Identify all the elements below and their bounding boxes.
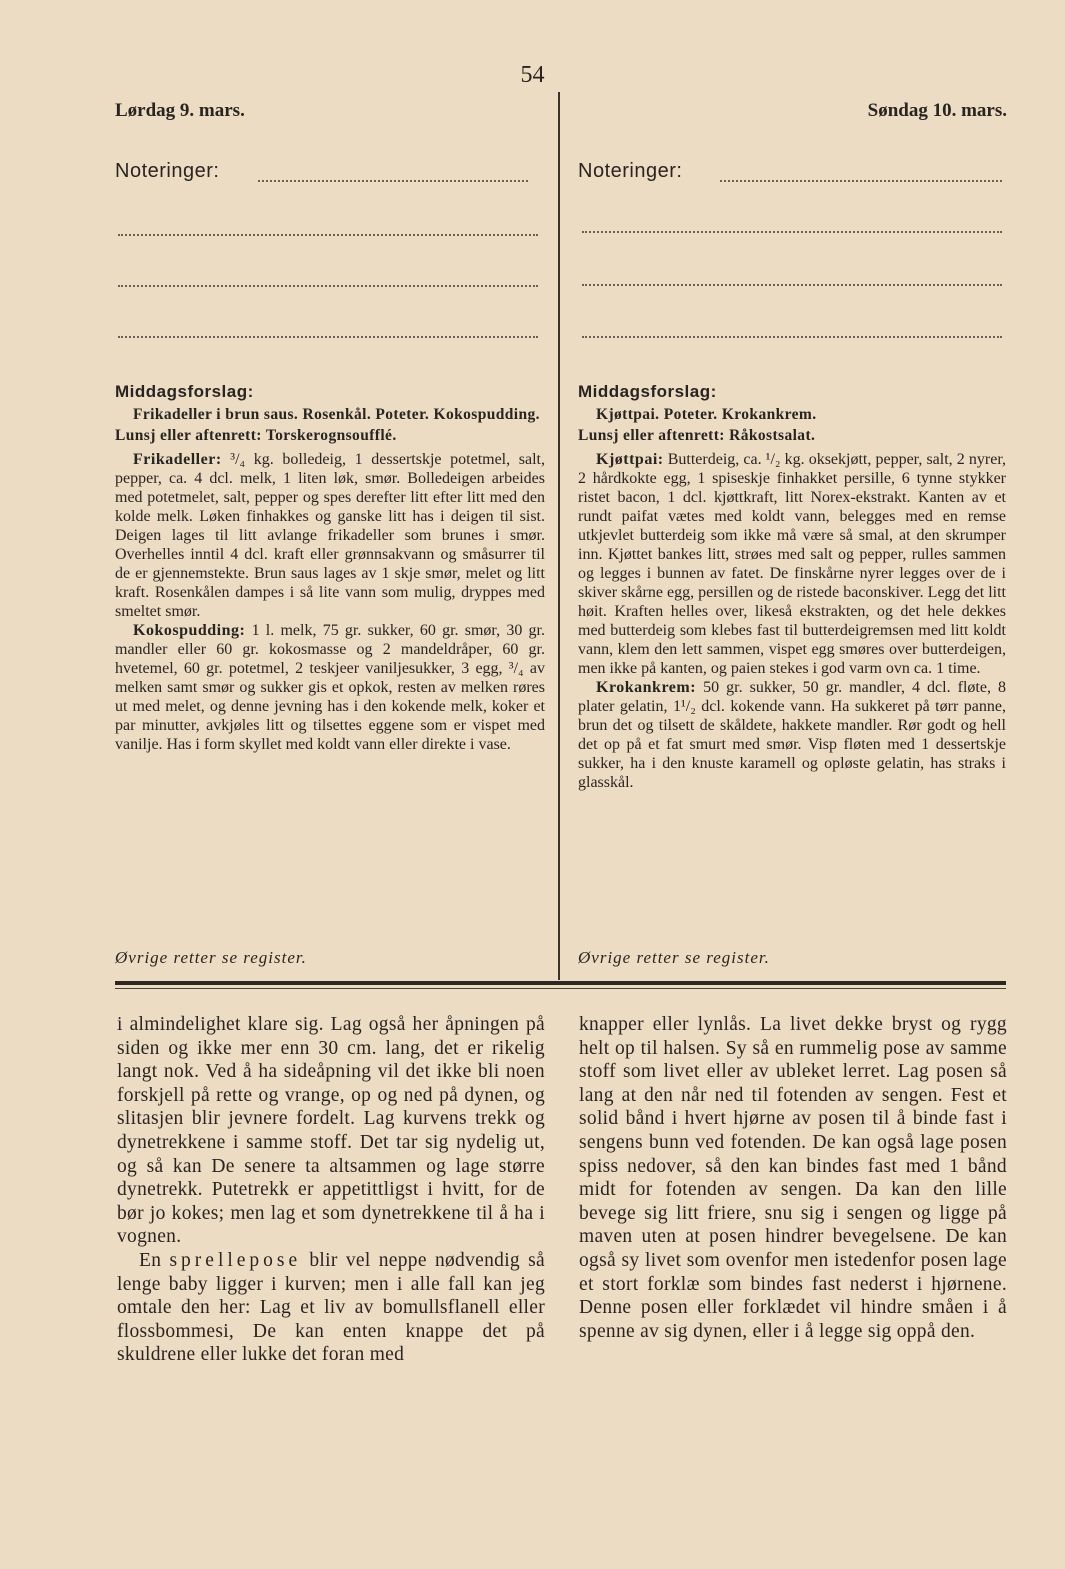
bottom-left-p2-term: sprellepose bbox=[169, 1249, 302, 1271]
page-number: 54 bbox=[520, 62, 545, 88]
bottom-left-p2-lead: En bbox=[139, 1249, 162, 1271]
bottom-right-text bbox=[579, 1013, 1007, 1343]
right-recipe-2-label: Krokankrem: bbox=[596, 679, 697, 696]
left-section-title: Middagsforslag: bbox=[115, 382, 254, 401]
left-footer-note: Øvrige retter se register. bbox=[115, 948, 307, 967]
bottom-right-paragraph-1: knapper eller lynlås. La livet dekke bryst og rygg helt op til halsen. Sy så en rummelig pose av samme stoff som livet eller av ubleket lerret. Lag posen så lang at den når ned til fotenden av sengen. Fest et solid bånd i hvert hjørne av posen til å binde fast i sengens bunn ved fotenden. De kan også lage posen spiss nedover, så den kan bindes fast med 1 bånd midt for fotenden av sengen. Da kan den lille bevege sig litt friere, snu sig i sengen og ligge på maven uten at posen hindrer bevegelsene. De kan også sy livet som ovenfor men istedenfor posen lage et stort forklæ som bindes fast nederst i hjørnene. Denne posen eller forklædet vil hindre småen i å spenne av sig dynen, eller i å legge sig oppå den. bbox=[579, 1014, 1007, 1342]
right-recipe-1 bbox=[578, 450, 1006, 678]
right-recipe-2 bbox=[578, 678, 1006, 792]
left-recipe-1-text: ³/₄ kg. bolledeig, 1 dessertskje potetmel, salt, pepper, ca. 4 dcl. melk, 1 liten løk, smør. Bolledeigen arbeides med potetmelet, salt, pepper og spes derefter litt efter litt med den kolde melk. Løken finhakkes og ganske litt has i deigen til sist. Deigen lages til litt avlange frikadeller som brunes i smør. Overhelles inntil 4 dcl. kraft eller grønnsakvann og småsurrer til de er gjennemstekte. Brun saus lages av 1 skje smør, melet og litt kraft. Rosenkålen dampes i så lite vann som mulig, dryppes med smeltet smør. bbox=[115, 451, 545, 620]
right-notes-dots-4 bbox=[582, 336, 1002, 338]
right-recipe-column bbox=[578, 382, 1006, 792]
bottom-left-p2-rest: blir vel neppe nødvendig så lenge baby ligger i kurven; men i alle fall kan jeg omtale den her: Lag et liv av bomullsflanell eller flossbommesi, De kan enten knappe det på skuldrene eller lukke det foran med bbox=[117, 1249, 545, 1366]
right-footer-note: Øvrige retter se register. bbox=[578, 948, 770, 967]
right-recipe-1-label: Kjøttpai: bbox=[596, 451, 664, 468]
section-rule-thick bbox=[115, 981, 1006, 985]
left-notes-dots-3 bbox=[118, 285, 538, 287]
bottom-left-paragraph-2 bbox=[117, 1249, 545, 1367]
left-recipe-2-text: 1 l. melk, 75 gr. sukker, 60 gr. smør, 30 gr. mandler eller 60 gr. kokosmasse og 2 mandeldråper, 60 gr. hvetemel, 60 gr. potetmel, 2 teskjeer vaniljesukker, 3 egg, ³/₄ av melken samt smør og sukker gis et opkok, resten av melken røres ut med melet, og denne jevning has i den kokende melk, koker et par minutter, avkjøles litt og tilsettes eggene som er vispet med vanilje. Has i form skyllet med koldt vann eller direkte i vase. bbox=[115, 622, 545, 753]
right-recipe-2-text: 50 gr. sukker, 50 gr. mandler, 4 dcl. fløte, 8 plater gelatin, 1¹/₂ dcl. kokende vann. Ha sukkeret på tørr panne, brun det og tilsett de skåldete, hakkete mandler. Rør godt og hell det op på et fat smurt med smør. Visp fløten med 1 dessertskje sukker, ha i den knuste karamell og opløste gelatin, has straks i glasskål. bbox=[578, 679, 1006, 791]
right-notes-dots-2 bbox=[582, 231, 1002, 233]
right-menu: Kjøttpai. Poteter. Krokankrem. bbox=[596, 406, 817, 423]
bottom-left-paragraph-1: i almindelighet klare sig. Lag også her åpningen på siden og ikke mer enn 30 cm. lang, det er rikelig langt nok. Ved å ha sideåpning vil det ikke bli noen forskjell på rette og vrange, op og ned på dynen, og slitasjen blir jevnere fordelt. Lag kurvens trekk og dynetrekkene i samme stoff. Det tar sig nydelig ut, og så kan De senere ta altsammen og lage større dynetrekk. Putetrekk er appetittligst i hvitt, for de bør jo kokes; men lag et som dynetrekkene til å ha i vognen. bbox=[117, 1014, 545, 1248]
right-lunch: Lunsj eller aftenrett: Råkostsalat. bbox=[578, 427, 816, 444]
right-notes-dots-1 bbox=[720, 180, 1002, 182]
left-recipe-2-label: Kokospudding: bbox=[133, 622, 246, 639]
left-recipe-2 bbox=[115, 621, 545, 754]
right-notes-dots-3 bbox=[582, 284, 1002, 286]
column-divider bbox=[558, 92, 560, 980]
right-section-title: Middagsforslag: bbox=[578, 382, 717, 401]
left-notes-dots-4 bbox=[118, 336, 538, 338]
left-lunch: Lunsj eller aftenrett: Torskerognsoufflé. bbox=[115, 427, 397, 444]
left-recipe-1-label: Frikadeller: bbox=[133, 451, 222, 468]
right-day-heading: Søndag 10. mars. bbox=[867, 100, 1007, 121]
left-notes-dots-2 bbox=[118, 234, 538, 236]
left-notes-label-text: Noteringer: bbox=[115, 160, 220, 182]
left-day-heading: Lørdag 9. mars. bbox=[115, 100, 245, 121]
left-menu: Frikadeller i brun saus. Rosenkål. Poteter. Kokospudding. bbox=[133, 406, 540, 423]
left-recipe-1 bbox=[115, 450, 545, 621]
right-notes-label-text: Noteringer: bbox=[578, 160, 683, 182]
right-recipe-1-text: Butterdeig, ca. ¹/₂ kg. oksekjøtt, pepper, salt, 2 nyrer, 2 hårdkokte egg, 1 spiseskje finhakket persille, 6 tynne stykker ristet bacon, 1 dcl. kjøttkraft, litt Norex-ekstrakt. Kanten av et rundt paifat vætes med koldt vann, belegges med en remse utkjevlet butterdeig som ikke må være så smal, at den skrumper inn. Kjøttet bankes litt, strøes med salt og pepper, rulles sammen og legges i bunnen av fatet. De finskårne nyrer legges over de i skiver skårne egg, persillen og de ristede baconskiver. Legg det litt høit. Kraften helles over, likeså ekstrakten, og det hele dekkes med butterdeig som klebes fast til butterdeigremsen med litt koldt vann, klem den lett sammen, vispet egg smøres over butterdeigen, men ikke på kanten, og paien stekes i god varm ovn ca. 1 time. bbox=[578, 451, 1007, 677]
left-recipe-column bbox=[115, 382, 545, 754]
section-rule-thin bbox=[115, 988, 1006, 989]
bottom-left-text bbox=[117, 1013, 545, 1367]
left-notes-dots-1 bbox=[258, 180, 528, 182]
